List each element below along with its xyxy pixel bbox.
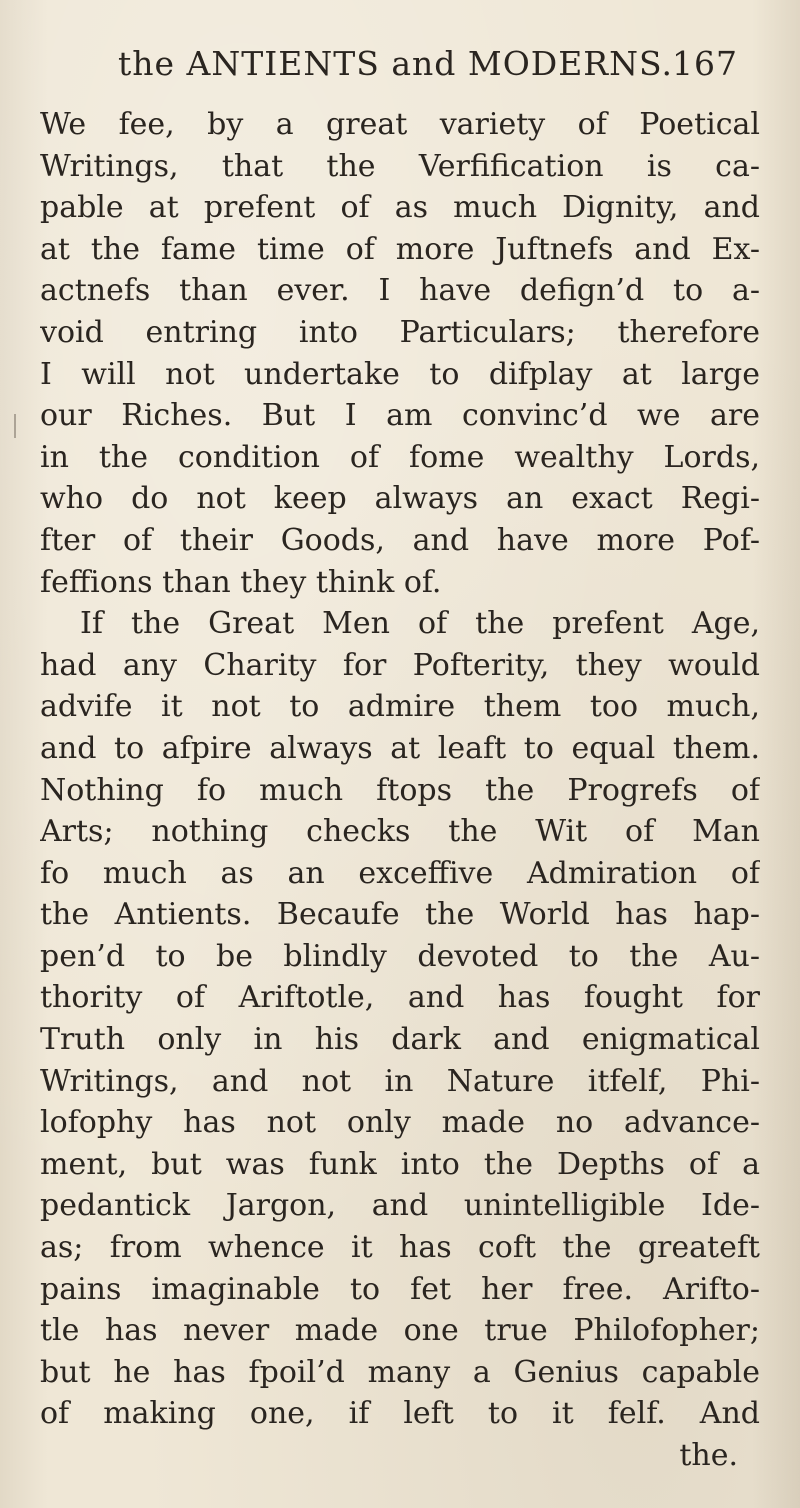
page-number: 167 [672,44,738,83]
running-header [118,44,738,94]
text-line: I will not undertake to difplay at large [40,356,760,392]
text-line: Writings, and not in Nature itfelf, Phi- [40,1063,760,1099]
text-line: had any Charity for Pofterity, they would [40,647,760,683]
text-line: pable at prefent of as much Dignity, and [40,190,760,226]
text-line: If the Great Men of the prefent Age, [80,606,760,642]
margin-mark [14,414,16,438]
running-title: the ANTIENTS and MODERNS. [118,44,673,83]
text-line: Nothing fo much ftops the Progrefs of [40,772,760,808]
text-line: lofophy has not only made no advance- [40,1105,760,1141]
text-line: Truth only in his dark and enigmatical [40,1022,760,1058]
catchword: the. [679,1438,738,1473]
text-line: the Antients. Becaufe the World has hap- [40,897,760,933]
text-line: and to afpire always at leaft to equal them. [40,730,760,766]
text-line: but he has fpoil’d many a Genius capable [40,1354,760,1390]
text-line: who do not keep always an exact Regi- [40,481,760,517]
text-line: thority of Ariftotle, and has fought for [40,980,760,1016]
text-line: actnefs than ever. I have defign’d to a- [40,273,760,309]
text-line: fo much as an exceffive Admiration of [40,855,760,891]
text-line: pains imaginable to fet her free. Arifto- [40,1271,760,1307]
text-line: Arts; nothing checks the Wit of Man [40,814,760,850]
text-line: Writings, that the Verfification is ca- [40,148,760,184]
text-line: of making one, if left to it felf. And [40,1396,760,1432]
body-text [40,104,760,1477]
text-line: as; from whence it has coft the greateft [40,1230,760,1266]
text-line: tle has never made one true Philofopher; [40,1313,760,1349]
text-line: feffions than they think of. [40,564,442,600]
text-line: pedantick Jargon, and unintelligible Ide- [40,1188,760,1224]
text-line: fter of their Goods, and have more Pof- [40,522,760,558]
text-line: in the condition of fome wealthy Lords, [40,439,760,475]
text-line: ment, but was funk into the Depths of a [40,1146,760,1182]
text-line: our Riches. But I am convinc’d we are [40,398,760,434]
text-line: void entring into Particulars; therefore [40,314,760,350]
text-line: pen’d to be blindly devoted to the Au- [40,938,760,974]
text-line: at the fame time of more Juftnefs and Ex- [40,231,760,267]
text-line: We fee, by a great variety of Poetical [40,107,760,142]
text-line: advife it not to admire them too much, [40,689,760,725]
